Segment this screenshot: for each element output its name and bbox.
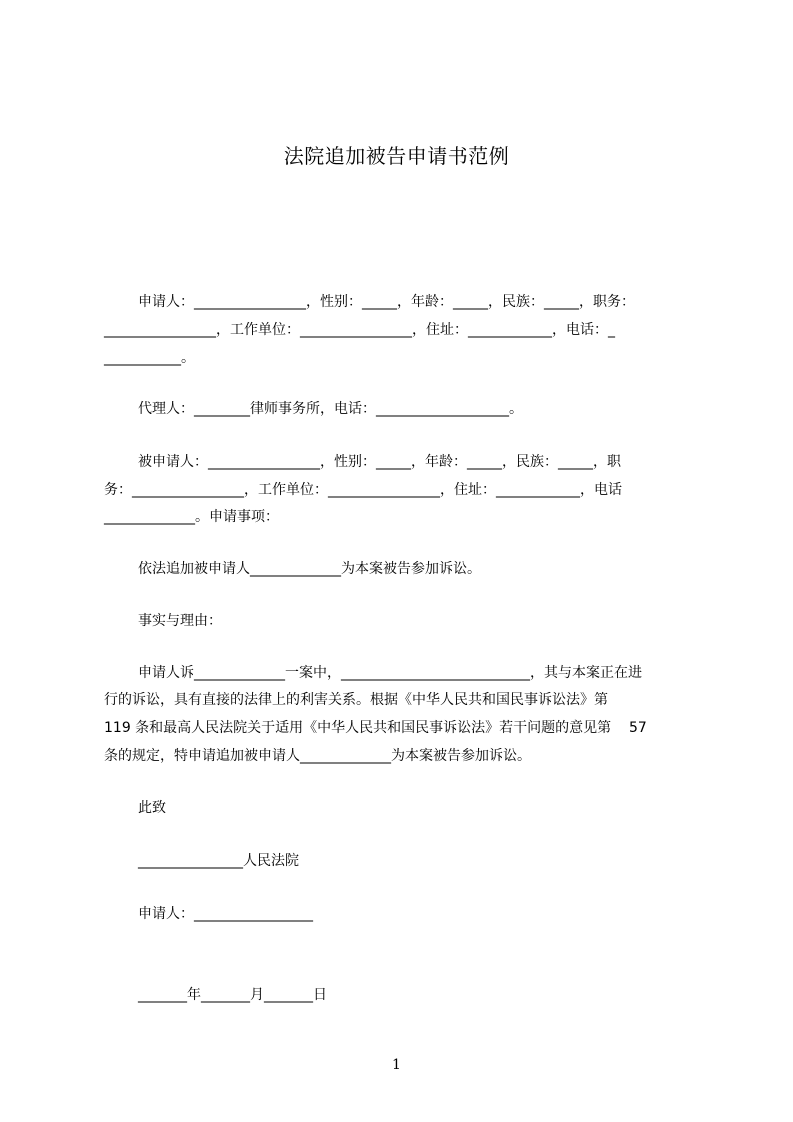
facts-body-line-4: 条的规定，特申请追加被申请人_____________为本案被告参加诉讼。 <box>104 748 531 764</box>
signature-line: 申请人：_________________ <box>138 906 313 922</box>
facts-heading: 事实与理由： <box>138 613 222 629</box>
respondent-info-line-1: 被申请人：________________，性别：_____，年龄：_____，民族：_____，职 <box>138 454 621 470</box>
respondent-info-line-2: 务：________________，工作单位：________________，住址：____________，电话 <box>104 482 622 498</box>
applicant-info-line-1: 申请人：________________，性别：_____，年龄：_____，民族：_____，职务： <box>138 294 635 310</box>
closing-phrase: 此致 <box>138 800 166 816</box>
applicant-info-line-2: ________________，工作单位：________________，住址：____________，电话：_ <box>104 322 615 338</box>
facts-body-line-2: 行的诉讼，具有直接的法律上的利害关系。根据《中华人民共和国民事诉讼法》第 <box>104 692 608 708</box>
document-title: 法院追加被告申请书范例 <box>283 144 510 168</box>
facts-body-line-1: 申请人诉_____________一案中，___________________________，其与本案正在进 <box>138 665 642 681</box>
date-line: _______年_______月_______日 <box>138 987 327 1003</box>
respondent-info-line-3: _____________。申请事项： <box>104 509 279 525</box>
request-line: 依法追加被申请人_____________为本案被告参加诉讼。 <box>138 561 481 577</box>
facts-body-line-3: 119 条和最高人民法院关于适用《中华人民共和国民事诉讼法》若干问题的意见第 57 <box>104 720 647 736</box>
agent-info-line: 代理人：________律师事务所，电话：___________________。 <box>138 401 523 417</box>
court-line: _______________人民法院 <box>138 853 299 869</box>
applicant-info-line-3: ___________。 <box>104 350 195 366</box>
page-number: 1 <box>392 1057 401 1073</box>
